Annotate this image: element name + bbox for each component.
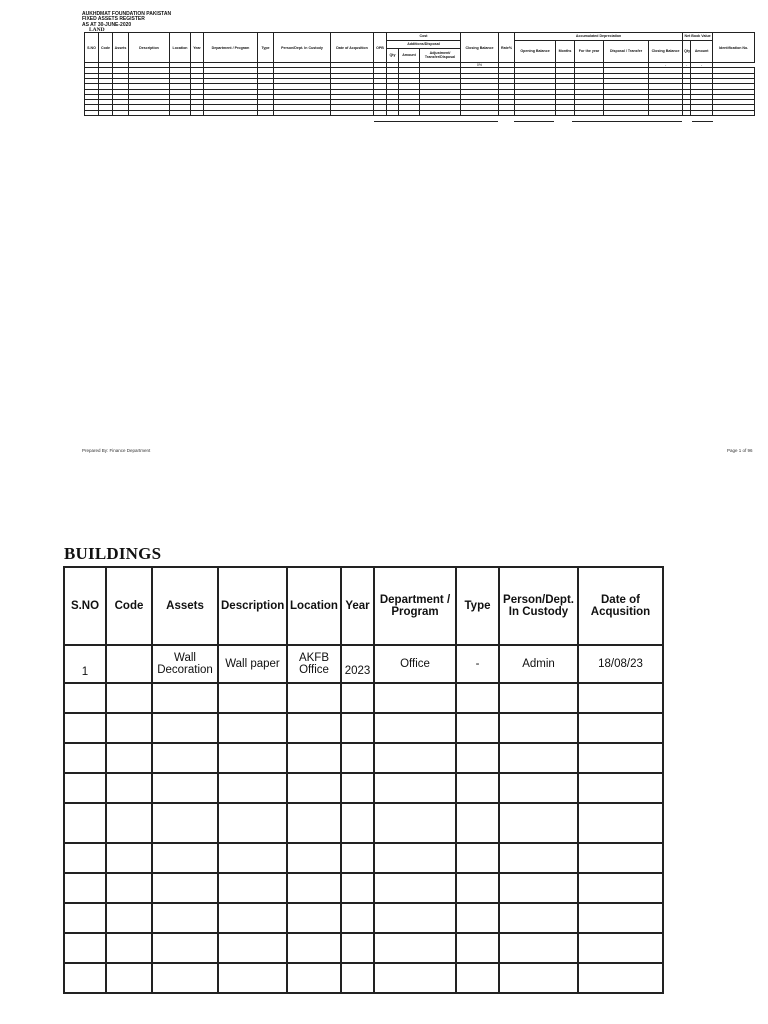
section-title: BUILDINGS bbox=[64, 544, 162, 563]
row1-description: Wall paper bbox=[218, 645, 287, 683]
table-row bbox=[64, 843, 663, 873]
col-qty: Qty bbox=[387, 48, 399, 62]
row1-location: AKFB Office bbox=[287, 645, 341, 683]
row1-date: 18/08/23 bbox=[578, 645, 663, 683]
col-type: Type bbox=[456, 567, 499, 645]
row1-year bbox=[341, 645, 374, 683]
ident-dash: - bbox=[691, 63, 713, 68]
table-row bbox=[64, 933, 663, 963]
table-row bbox=[64, 873, 663, 903]
col-nbv-qty: Qty bbox=[683, 40, 691, 62]
col-date: Date of Acqusition bbox=[578, 567, 663, 645]
group-cost: Cost bbox=[387, 33, 461, 41]
col-description: Description bbox=[218, 567, 287, 645]
col-type: Type bbox=[258, 33, 274, 63]
col-sno: S.NO bbox=[64, 567, 106, 645]
register-header bbox=[82, 12, 171, 34]
col-for-year: For the year bbox=[575, 40, 604, 62]
col-person: Person/Dept. In Custody bbox=[274, 33, 331, 63]
col-disposal: Disposal / Transfer bbox=[604, 40, 649, 62]
table-row bbox=[64, 645, 663, 683]
row1-year-value: 2023 bbox=[344, 665, 371, 677]
col-months: Months bbox=[556, 40, 575, 62]
table-row bbox=[64, 683, 663, 713]
table-row bbox=[64, 903, 663, 933]
total-underline-opening bbox=[514, 121, 554, 122]
as-at-date: AS AT 30-JUNE-2020 bbox=[82, 21, 132, 28]
col-opening: Opening Balance bbox=[515, 40, 556, 62]
row1-sno-value: 1 bbox=[81, 666, 89, 678]
col-department: Department / Program bbox=[204, 33, 258, 63]
header-row bbox=[64, 567, 663, 645]
total-underline-nbv bbox=[692, 121, 713, 122]
col-rate: Rate% bbox=[499, 33, 515, 63]
table-row bbox=[64, 773, 663, 803]
col-description: Description bbox=[129, 33, 170, 63]
rate-value: 0% bbox=[461, 63, 499, 68]
row1-assets: Wall Decoration bbox=[152, 645, 218, 683]
col-assets: Assets bbox=[113, 33, 129, 63]
col-location: Location bbox=[287, 567, 341, 645]
col-nbv-amount: Amount bbox=[691, 40, 713, 62]
col-acc-closing: Closing Balance bbox=[649, 40, 683, 62]
total-underline-depreciation bbox=[572, 121, 682, 122]
col-ident: Identification No. bbox=[713, 33, 755, 63]
group-additions: Additions/Disposal bbox=[387, 40, 461, 48]
col-adjustment: Adjustment/ Transfer/Disposal bbox=[420, 48, 461, 62]
col-code: Code bbox=[99, 33, 113, 63]
col-person: Person/Dept. In Custody bbox=[499, 567, 578, 645]
col-code: Code bbox=[106, 567, 152, 645]
table-row bbox=[64, 963, 663, 993]
table-row bbox=[64, 803, 663, 843]
group-nbv: Net Book Value bbox=[684, 34, 711, 39]
col-closing: Closing Balance bbox=[461, 33, 499, 63]
col-amount: Amount bbox=[399, 48, 420, 62]
col-opb: OPB bbox=[374, 33, 387, 63]
col-location: Location bbox=[170, 33, 191, 63]
col-sno: S.NO bbox=[85, 33, 99, 63]
land-register-table bbox=[84, 32, 755, 116]
col-assets: Assets bbox=[152, 567, 218, 645]
row1-type: - bbox=[456, 645, 499, 683]
nbv-amount-dash: - bbox=[683, 63, 691, 68]
table-row bbox=[64, 743, 663, 773]
row1-person: Admin bbox=[499, 645, 578, 683]
row1-code bbox=[106, 645, 152, 683]
table-row bbox=[64, 713, 663, 743]
org-name: AUKHDMAT FOUNDATION PAKISTAN bbox=[82, 11, 172, 17]
prepared-by: Prepared By: Finance Department bbox=[82, 448, 151, 453]
small-header-row-1 bbox=[85, 33, 755, 41]
col-year: Year bbox=[341, 567, 374, 645]
page-number: Page 1 of 96 bbox=[727, 448, 753, 453]
buildings-register-table bbox=[63, 566, 664, 994]
col-date: Date of Acqusition bbox=[331, 33, 374, 63]
section-land: LAND bbox=[89, 27, 105, 34]
register-name: FIXED ASSETS REGISTER bbox=[82, 16, 145, 23]
col-year: Year bbox=[191, 33, 204, 63]
row1-department: Office bbox=[374, 645, 456, 683]
col-department: Department / Program bbox=[374, 567, 456, 645]
group-acc-dep: Accumulated Depreciation bbox=[515, 33, 683, 41]
row1-sno bbox=[64, 645, 106, 683]
nbv-qty-dash: - bbox=[649, 63, 683, 68]
small-data-row bbox=[85, 110, 755, 115]
total-underline-cost bbox=[374, 121, 498, 122]
